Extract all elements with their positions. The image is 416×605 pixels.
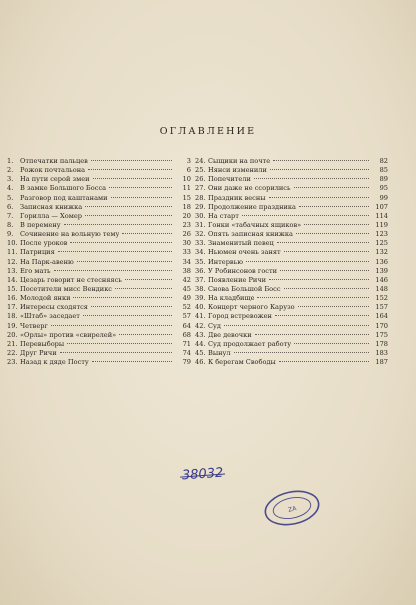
toc-entry-number: 1. bbox=[7, 157, 14, 165]
toc-entry-number: 2. bbox=[7, 166, 14, 175]
toc-leader-dots bbox=[270, 169, 369, 170]
toc-entry bbox=[195, 212, 388, 221]
toc-entry-number: 40. bbox=[195, 303, 206, 312]
toc-entry-title: Записная книжка bbox=[20, 202, 83, 211]
toc-leader-dots bbox=[299, 206, 369, 207]
toc-entry bbox=[7, 230, 191, 239]
toc-entry-page: 15 bbox=[182, 193, 191, 202]
toc-entry-page: 42 bbox=[182, 275, 191, 284]
toc-entry-page: 125 bbox=[375, 239, 388, 248]
toc-entry-page: 136 bbox=[375, 257, 388, 266]
toc-leader-dots bbox=[296, 233, 369, 234]
toc-entry-number: 24. bbox=[195, 157, 206, 165]
toc-entry-number: 12. bbox=[7, 257, 18, 266]
toc-entry-title: Суд продолжает работу bbox=[208, 339, 292, 348]
toc-entry bbox=[7, 349, 191, 358]
toc-entry-title: «Штаб» заседает bbox=[20, 312, 80, 321]
toc-entry-number: 36. bbox=[195, 266, 206, 275]
toc-entry bbox=[195, 203, 388, 212]
toc-entry bbox=[7, 203, 191, 212]
toc-entry-number: 18. bbox=[7, 312, 18, 321]
toc-entry-number: 46. bbox=[195, 358, 206, 367]
toc-entry-number: 33. bbox=[195, 239, 206, 248]
toc-entry-page: 119 bbox=[375, 220, 388, 229]
toc-entry-title: Интервью bbox=[208, 257, 243, 266]
toc-entry-title: Снова Большой Босс bbox=[208, 284, 281, 293]
toc-entry-page: 132 bbox=[375, 248, 388, 257]
toc-leader-dots bbox=[88, 169, 172, 170]
toc-entry-title: Две девочки bbox=[208, 330, 252, 339]
toc-entry-page: 187 bbox=[375, 358, 388, 367]
toc-leader-dots bbox=[93, 178, 173, 179]
toc-entry-title: «Орлы» против «свирелей» bbox=[20, 330, 117, 339]
toc-entry bbox=[7, 312, 191, 321]
toc-entry-number: 38. bbox=[195, 284, 206, 293]
toc-entry-title: На кладбище bbox=[208, 294, 255, 303]
toc-entry-title: Патриция bbox=[20, 248, 55, 257]
toc-entry-number: 21. bbox=[7, 339, 18, 348]
toc-entry-title: В перемену bbox=[20, 220, 61, 229]
toc-column-right bbox=[195, 157, 388, 367]
toc-leader-dots bbox=[279, 361, 369, 362]
toc-entry-page: 11 bbox=[182, 184, 191, 193]
toc-entry bbox=[195, 221, 388, 230]
toc-entry bbox=[195, 340, 388, 349]
toc-entry bbox=[195, 157, 388, 166]
toc-entry bbox=[7, 212, 191, 221]
toc-entry-title: Попечители bbox=[208, 175, 251, 184]
toc-entry-page: 146 bbox=[375, 275, 388, 284]
toc-entry-title: Молодой янки bbox=[20, 294, 71, 303]
toc-entry-number: 27. bbox=[195, 184, 206, 193]
toc-entry-title: Концерт черного Карузо bbox=[208, 303, 295, 312]
toc-entry-page: 30 bbox=[182, 239, 191, 248]
toc-entry bbox=[195, 194, 388, 203]
toc-leader-dots bbox=[85, 215, 172, 216]
toc-entry-number: 14. bbox=[7, 275, 18, 284]
toc-entry bbox=[195, 276, 388, 285]
toc-column-left bbox=[7, 157, 191, 367]
toc-entry bbox=[7, 239, 191, 248]
toc-entry-number: 4. bbox=[7, 184, 14, 193]
toc-entry-number: 31. bbox=[195, 220, 206, 229]
toc-entry-title: Знаменитый певец bbox=[208, 239, 274, 248]
page-title: ОГЛАВЛЕНИЕ bbox=[159, 126, 257, 137]
toc-leader-dots bbox=[277, 242, 369, 243]
toc-entry bbox=[195, 230, 388, 239]
toc-entry-title: Появление Ричи bbox=[208, 275, 267, 284]
toc-entry-number: 20. bbox=[7, 330, 18, 339]
toc-entry bbox=[7, 157, 191, 166]
toc-entry-page: 26 bbox=[182, 230, 191, 239]
toc-entry bbox=[195, 331, 388, 340]
toc-leader-dots bbox=[70, 242, 172, 243]
toc-entry-title: На Парк-авеню bbox=[20, 257, 74, 266]
toc-entry-number: 41. bbox=[195, 312, 206, 321]
toc-entry-page: 49 bbox=[182, 294, 191, 303]
toc-entry-title: Его мать bbox=[20, 266, 51, 275]
toc-leader-dots bbox=[77, 261, 172, 262]
toc-entry-page: 95 bbox=[379, 184, 388, 193]
toc-entry-page: 34 bbox=[182, 257, 191, 266]
toc-entry-number: 23. bbox=[7, 358, 18, 367]
toc-entry-page: 79 bbox=[182, 358, 191, 367]
toc-entry-title: Друг Ричи bbox=[20, 348, 57, 357]
toc-entry-title: На старт bbox=[208, 211, 239, 220]
toc-entry bbox=[195, 303, 388, 312]
toc-entry-number: 9. bbox=[7, 230, 14, 239]
toc-entry-page: 123 bbox=[375, 230, 388, 239]
toc-entry bbox=[7, 267, 191, 276]
toc-entry-number: 13. bbox=[7, 266, 18, 275]
toc-entry bbox=[195, 239, 388, 248]
toc-entry-number: 30. bbox=[195, 211, 206, 220]
toc-entry bbox=[7, 248, 191, 257]
toc-entry-page: 157 bbox=[375, 303, 388, 312]
toc-entry-page: 64 bbox=[182, 321, 191, 330]
toc-entry-page: 175 bbox=[375, 330, 388, 339]
toc-entry-number: 39. bbox=[195, 294, 206, 303]
toc-leader-dots bbox=[284, 251, 369, 252]
toc-entry-title: В замке Большого Босса bbox=[20, 184, 107, 193]
toc-entry-page: 20 bbox=[182, 211, 191, 220]
toc-leader-dots bbox=[115, 288, 172, 289]
toc-entry-number: 42. bbox=[195, 321, 206, 330]
toc-entry bbox=[195, 322, 388, 331]
toc-entry-title: Горилла — Хомер bbox=[20, 211, 82, 220]
toc-entry-page: 38 bbox=[182, 266, 191, 275]
toc-entry-page: 45 bbox=[182, 284, 191, 293]
toc-entry-title: Разговор под каштанами bbox=[20, 193, 108, 202]
toc-entry-title: Интересы сходятся bbox=[20, 303, 88, 312]
toc-leader-dots bbox=[234, 352, 369, 353]
toc-leader-dots bbox=[269, 279, 369, 280]
toc-entry-number: 16. bbox=[7, 294, 18, 303]
toc-entry-number: 6. bbox=[7, 202, 14, 211]
toc-entry-title: На пути серой змеи bbox=[20, 175, 90, 184]
toc-entry bbox=[7, 221, 191, 230]
toc-entry bbox=[195, 184, 388, 193]
toc-entry-number: 10. bbox=[7, 239, 18, 248]
toc-leader-dots bbox=[85, 206, 172, 207]
toc-entry bbox=[195, 294, 388, 303]
toc-entry bbox=[7, 322, 191, 331]
toc-leader-dots bbox=[58, 251, 172, 252]
toc-entry-page: 170 bbox=[375, 321, 388, 330]
toc-entry bbox=[7, 294, 191, 303]
toc-entry-page: 178 bbox=[375, 339, 388, 348]
toc-entry-page: 57 bbox=[182, 312, 191, 321]
toc-entry-title: Праздник весны bbox=[208, 193, 266, 202]
toc-entry-title: Гонки «табачных ящиков» bbox=[208, 220, 302, 229]
toc-leader-dots bbox=[294, 187, 369, 188]
toc-entry-page: 82 bbox=[379, 157, 388, 165]
toc-entry-title: У Робинсонов гости bbox=[208, 266, 278, 275]
toc-entry bbox=[7, 276, 191, 285]
toc-entry-page: 148 bbox=[375, 284, 388, 293]
toc-entry-title: Назад к дяде Посту bbox=[20, 358, 89, 367]
toc-entry-number: 43. bbox=[195, 330, 206, 339]
toc-leader-dots bbox=[60, 352, 172, 353]
toc-leader-dots bbox=[280, 270, 369, 271]
toc-leader-dots bbox=[122, 233, 172, 234]
toc-entry-title: Перевыборы bbox=[20, 339, 65, 348]
toc-leader-dots bbox=[92, 361, 172, 362]
toc-leader-dots bbox=[257, 297, 369, 298]
toc-leader-dots bbox=[298, 306, 369, 307]
toc-entry-page: 74 bbox=[182, 348, 191, 357]
toc-entry-number: 25. bbox=[195, 166, 206, 175]
toc-entry-page: 89 bbox=[379, 175, 388, 184]
toc-entry bbox=[7, 331, 191, 340]
toc-entry bbox=[195, 358, 388, 367]
toc-entry bbox=[7, 285, 191, 294]
toc-entry-title: Цезарь говорит не стесняясь bbox=[20, 275, 122, 284]
toc-entry-page: 6 bbox=[186, 166, 191, 175]
toc-entry-page: 183 bbox=[375, 348, 388, 357]
toc-entry-title: Они даже не ссорились bbox=[208, 184, 291, 193]
toc-entry-number: 7. bbox=[7, 211, 14, 220]
toc-leader-dots bbox=[294, 343, 369, 344]
toc-entry bbox=[7, 358, 191, 367]
toc-entry-title: Опять записная книжка bbox=[208, 230, 293, 239]
toc-entry-number: 26. bbox=[195, 175, 206, 184]
toc-entry-page: 18 bbox=[182, 202, 191, 211]
toc-entry-number: 45. bbox=[195, 348, 206, 357]
toc-leader-dots bbox=[111, 197, 172, 198]
toc-leader-dots bbox=[224, 325, 369, 326]
toc-entry bbox=[195, 258, 388, 267]
toc-entry-number: 19. bbox=[7, 321, 18, 330]
toc-entry bbox=[7, 303, 191, 312]
toc-entry-page: 107 bbox=[375, 202, 388, 211]
toc-entry-page: 71 bbox=[182, 339, 191, 348]
toc-entry-page: 139 bbox=[375, 266, 388, 275]
toc-entry-title: Суд bbox=[208, 321, 221, 330]
toc-entry-number: 17. bbox=[7, 303, 18, 312]
toc-leader-dots bbox=[269, 197, 369, 198]
toc-entry-title: Город встревожен bbox=[208, 312, 272, 321]
toc-entry-title: Сочинение на вольную тему bbox=[20, 230, 120, 239]
toc-entry-title: Рожок почтальона bbox=[20, 166, 86, 175]
toc-entry-title: Ньюмен очень занят bbox=[208, 248, 281, 257]
toc-leader-dots bbox=[254, 178, 369, 179]
toc-entry-title: После уроков bbox=[20, 239, 68, 248]
toc-leader-dots bbox=[83, 315, 172, 316]
toc-entry-number: 32. bbox=[195, 230, 206, 239]
toc-leader-dots bbox=[51, 325, 172, 326]
toc-entry bbox=[195, 312, 388, 321]
toc-leader-dots bbox=[73, 297, 172, 298]
toc-leader-dots bbox=[125, 279, 172, 280]
toc-leader-dots bbox=[273, 160, 369, 161]
toc-entry-title: К берегам Свободы bbox=[208, 358, 276, 367]
toc-leader-dots bbox=[275, 315, 369, 316]
toc-entry-page: 164 bbox=[375, 312, 388, 321]
toc-entry-page: 68 bbox=[182, 330, 191, 339]
toc-entry-number: 35. bbox=[195, 257, 206, 266]
toc-entry-page: 52 bbox=[182, 303, 191, 312]
toc-entry-number: 34. bbox=[195, 248, 206, 257]
toc-leader-dots bbox=[64, 224, 172, 225]
toc-entry-number: 3. bbox=[7, 175, 14, 184]
toc-leader-dots bbox=[242, 215, 369, 216]
toc-entry-page: 23 bbox=[182, 220, 191, 229]
toc-entry-title: Посетители мисс Вендикс bbox=[20, 284, 113, 293]
toc-entry bbox=[7, 175, 191, 184]
toc-entry-title: Сыщики на почте bbox=[208, 157, 271, 165]
toc-leader-dots bbox=[109, 187, 172, 188]
toc-entry-title: Вынул bbox=[208, 348, 231, 357]
toc-entry-page: 99 bbox=[379, 193, 388, 202]
toc-leader-dots bbox=[67, 343, 172, 344]
toc-leader-dots bbox=[246, 261, 369, 262]
toc-entry-title: Нянси изменили bbox=[208, 166, 267, 175]
toc-leader-dots bbox=[119, 334, 172, 335]
toc-entry-title: Отпечатки пальцев bbox=[20, 157, 88, 165]
toc-leader-dots bbox=[284, 288, 369, 289]
toc-entry bbox=[195, 248, 388, 257]
toc-entry-page: 33 bbox=[182, 248, 191, 257]
handwritten-number: 38032 bbox=[181, 465, 224, 484]
toc-entry bbox=[195, 166, 388, 175]
toc-entry bbox=[7, 340, 191, 349]
toc-leader-dots bbox=[255, 334, 369, 335]
toc-leader-dots bbox=[54, 270, 172, 271]
toc-entry-number: 8. bbox=[7, 220, 14, 229]
toc-entry bbox=[195, 175, 388, 184]
toc-entry-number: 5. bbox=[7, 193, 14, 202]
toc-entry bbox=[7, 258, 191, 267]
toc-leader-dots bbox=[304, 224, 369, 225]
toc-entry bbox=[195, 285, 388, 294]
toc-entry-number: 15. bbox=[7, 284, 18, 293]
toc-entry bbox=[7, 166, 191, 175]
toc-entry-number: 28. bbox=[195, 193, 206, 202]
toc-entry-page: 10 bbox=[182, 175, 191, 184]
toc-entry bbox=[195, 349, 388, 358]
toc-entry bbox=[7, 184, 191, 193]
toc-entry-page: 152 bbox=[375, 294, 388, 303]
toc-leader-dots bbox=[91, 160, 172, 161]
toc-entry-number: 37. bbox=[195, 275, 206, 284]
toc-leader-dots bbox=[91, 306, 172, 307]
toc-entry-page: 85 bbox=[379, 166, 388, 175]
toc-entry-title: Четверг bbox=[20, 321, 48, 330]
toc-entry bbox=[195, 267, 388, 276]
svg-text:ZA: ZA bbox=[287, 505, 298, 514]
toc-entry-number: 11. bbox=[7, 248, 18, 257]
toc-entry-number: 22. bbox=[7, 348, 18, 357]
toc-entry-page: 114 bbox=[375, 211, 388, 220]
toc-entry-title: Продолжение праздника bbox=[208, 202, 296, 211]
toc-entry-number: 29. bbox=[195, 202, 206, 211]
toc-entry-number: 44. bbox=[195, 339, 206, 348]
toc-entry bbox=[7, 194, 191, 203]
library-stamp bbox=[262, 488, 322, 528]
toc-entry-page: 3 bbox=[186, 157, 191, 165]
